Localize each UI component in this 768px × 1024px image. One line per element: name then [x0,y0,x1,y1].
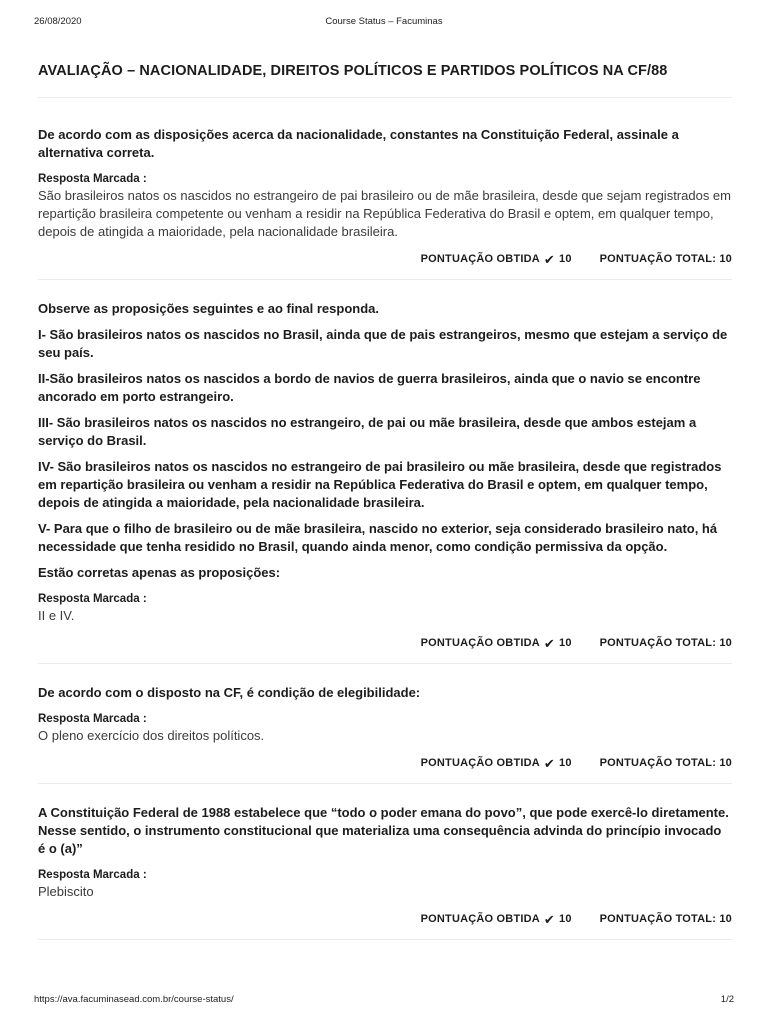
print-tab-title: Course Status – Facuminas [325,16,443,27]
score-obtained [421,913,572,926]
question-card [38,784,732,940]
score-total-label: PONTUAÇÃO TOTAL: [599,913,717,925]
proposition-text: II-São brasileiros natos os nascidos a bordo de navios de guerra brasileiros, ainda que o navio se encontre ancorado em porto estrangeiro. [38,371,701,404]
score-total-value: 10 [719,757,732,769]
answer-label: Resposta Marcada : [38,173,147,185]
proposition-text: V- Para que o filho de brasileiro ou de mãe brasileira, nascido no exterior, seja considerado brasileiro nato, há necessidade que tenha residido no Brasil, quando ainda menor, como condição permissiva da opção. [38,521,718,554]
score-total-label: PONTUAÇÃO TOTAL: [599,253,717,265]
score-obtained-value: 10 [559,913,572,925]
score-obtained [421,253,572,266]
print-date: 26/08/2020 [34,16,82,27]
score-total-value: 10 [719,913,732,925]
check-icon: ✔ [543,251,555,267]
score-obtained-label: PONTUAÇÃO OBTIDA [420,253,540,265]
proposition-text: I- São brasileiros natos os nascidos no Brasil, ainda que de pais estrangeiros, mesmo que estejam a serviço de seu país. [38,327,728,360]
score-obtained-label: PONTUAÇÃO OBTIDA [420,913,540,925]
score-total [600,637,732,649]
score-obtained-value: 10 [559,757,572,769]
score-obtained-value: 10 [559,637,572,649]
proposition-text: III- São brasileiros natos os nascidos no estrangeiro, de pai ou mãe brasileira, desde que ambos estejam a serviço do Brasil. [38,415,697,448]
score-total [600,913,732,925]
question-text: De acordo com as disposições acerca da nacionalidade, constantes na Constituição Federal, assinale a alternativa correta. [38,127,679,160]
score-obtained-label: PONTUAÇÃO OBTIDA [420,637,540,649]
score-row [38,251,732,267]
answer-label: Resposta Marcada : [38,869,147,881]
score-row [38,635,732,651]
score-total-value: 10 [719,637,732,649]
question-text: De acordo com o disposto na CF, é condição de elegibilidade: [38,685,421,700]
answer-text: II e IV. [38,608,75,623]
answer-text: Plebiscito [38,884,94,899]
score-total [600,757,732,769]
score-row [38,755,732,771]
score-total-label: PONTUAÇÃO TOTAL: [599,637,717,649]
check-icon: ✔ [543,755,555,771]
answer-text: O pleno exercício dos direitos políticos. [38,728,265,743]
answer-label: Resposta Marcada : [38,593,147,605]
score-total [600,253,732,265]
question-card [38,664,732,784]
score-obtained-label: PONTUAÇÃO OBTIDA [420,757,540,769]
question-text: A Constituição Federal de 1988 estabelece que “todo o poder emana do povo”, que pode exercê-lo diretamente. Nesse sentido, o instrumento constitucional que materializa uma consequência advinda do princípio invocado é o (a)” [38,805,729,856]
answer-text: São brasileiros natos os nascidos no estrangeiro de pai brasileiro ou de mãe brasileira, desde que sejam registrados em repartição brasileira competente ou venham a residir na República Federativa do Brasil e optem, em qualquer tempo, depois de atingida a maioridade, pela nacionalidade brasileira. [38,188,731,239]
answer-label: Resposta Marcada : [38,713,147,725]
score-total-label: PONTUAÇÃO TOTAL: [599,757,717,769]
check-icon: ✔ [543,635,555,651]
question-prompt: Estão corretas apenas as proposições: [38,565,281,580]
proposition-text: IV- São brasileiros natos os nascidos no estrangeiro de pai brasileiro ou mãe brasileira, desde que registrados em repartição brasileira ou venham a residir na República Federativa do Brasil e optem, em qualquer tempo, depois de atingida a maioridade, pela nacionalidade brasileira. [38,459,722,510]
question-card [38,98,732,280]
score-obtained [421,757,572,770]
score-obtained-value: 10 [559,253,572,265]
print-header [34,16,734,30]
page-title: AVALIAÇÃO – NACIONALIDADE, DIREITOS POLÍTICOS E PARTIDOS POLÍTICOS NA CF/88 [38,63,732,98]
score-obtained [421,637,572,650]
check-icon: ✔ [543,911,555,927]
course-status-content [38,63,732,940]
print-footer [34,994,734,1008]
question-card [38,280,732,664]
score-total-value: 10 [719,253,732,265]
print-url: https://ava.facuminasead.com.br/course-status/ [34,994,234,1005]
print-page-number: 1/2 [720,994,734,1005]
question-text: Observe as proposições seguintes e ao final responda. [38,301,380,316]
score-row [38,911,732,927]
